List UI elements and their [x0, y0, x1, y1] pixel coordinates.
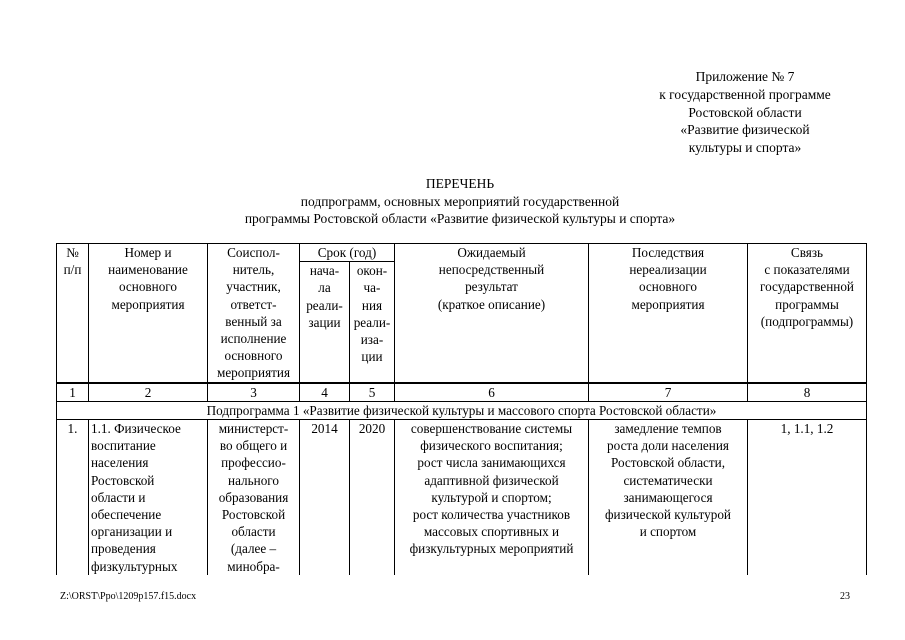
column-number: 7: [589, 383, 748, 402]
subprogram-row: [57, 401, 867, 419]
appendix-line: «Развитие физической: [680, 122, 810, 138]
column-number: 1: [57, 383, 89, 402]
column-number-row: [57, 383, 867, 402]
header-executor: Соиспол- нитель, участник, ответст- венный за исполнение основного мероприятия: [208, 244, 300, 383]
row-num: 1.: [57, 420, 89, 575]
appendix-line: Ростовской области: [688, 104, 802, 120]
column-number: 6: [395, 383, 589, 402]
appendix-line: Приложение № 7: [695, 69, 795, 84]
row-executor: министерст- во общего и профессио- нального образования Ростовской области (далее – минобра-: [208, 420, 300, 575]
row-link: 1, 1.1, 1.2: [748, 420, 867, 575]
document-subtitle-line: подпрограмм, основных мероприятий государственной: [300, 193, 620, 209]
header-end: окон- ча- ния реали- иза- ции: [350, 262, 395, 383]
header-result: Ожидаемый непосредственный результат (краткое описание): [395, 244, 589, 383]
table-row: [57, 420, 867, 575]
appendix-line: к государственной программе: [659, 86, 831, 102]
column-number: 8: [748, 383, 867, 402]
header-term: Срок (год): [300, 244, 395, 262]
document-subtitle-line: программы Ростовской области «Развитие физической культуры и спорта»: [244, 211, 676, 226]
column-number: 4: [300, 383, 350, 402]
header-consequences: Последствия нереализации основного мероприятия: [589, 244, 748, 383]
measures-table: [56, 243, 867, 575]
column-number: 2: [89, 383, 208, 402]
header-link: Связь с показателями государственной программы (подпрограммы): [748, 244, 867, 383]
document-title: ПЕРЕЧЕНЬ: [425, 176, 495, 191]
column-number: 5: [350, 383, 395, 402]
subprogram-title: Подпрограмма 1 «Развитие физической культуры и массового спорта Ростовской области»: [57, 401, 867, 419]
document-heading: [200, 175, 720, 228]
row-consequences: замедление темпов роста доли населения Ростовской области, систематически занимающегося физической культурой и спортом: [589, 420, 748, 575]
column-number: 3: [208, 383, 300, 402]
row-name: 1.1. Физическое воспитание населения Ростовской области и обеспечение организации и проведения физкультурных: [89, 420, 208, 575]
page-number: 23: [840, 591, 850, 602]
row-end: 2020: [350, 420, 395, 575]
row-start: 2014: [300, 420, 350, 575]
table-header-row: [57, 244, 867, 262]
row-result: совершенствование системы физического воспитания; рост числа занимающихся адаптивной физической культурой и спортом; рост количества участников массовых спортивных и физкультурных мероприятий: [395, 420, 589, 575]
appendix-block: [630, 68, 860, 157]
appendix-line: культуры и спорта»: [688, 140, 802, 156]
header-num: № п/п: [57, 244, 89, 383]
header-start: нача- ла реали- зации: [300, 262, 350, 383]
footer-file-path: Z:\ORST\Ppo\1209p157.f15.docx: [60, 591, 197, 602]
header-name: Номер и наименование основного мероприятия: [89, 244, 208, 383]
